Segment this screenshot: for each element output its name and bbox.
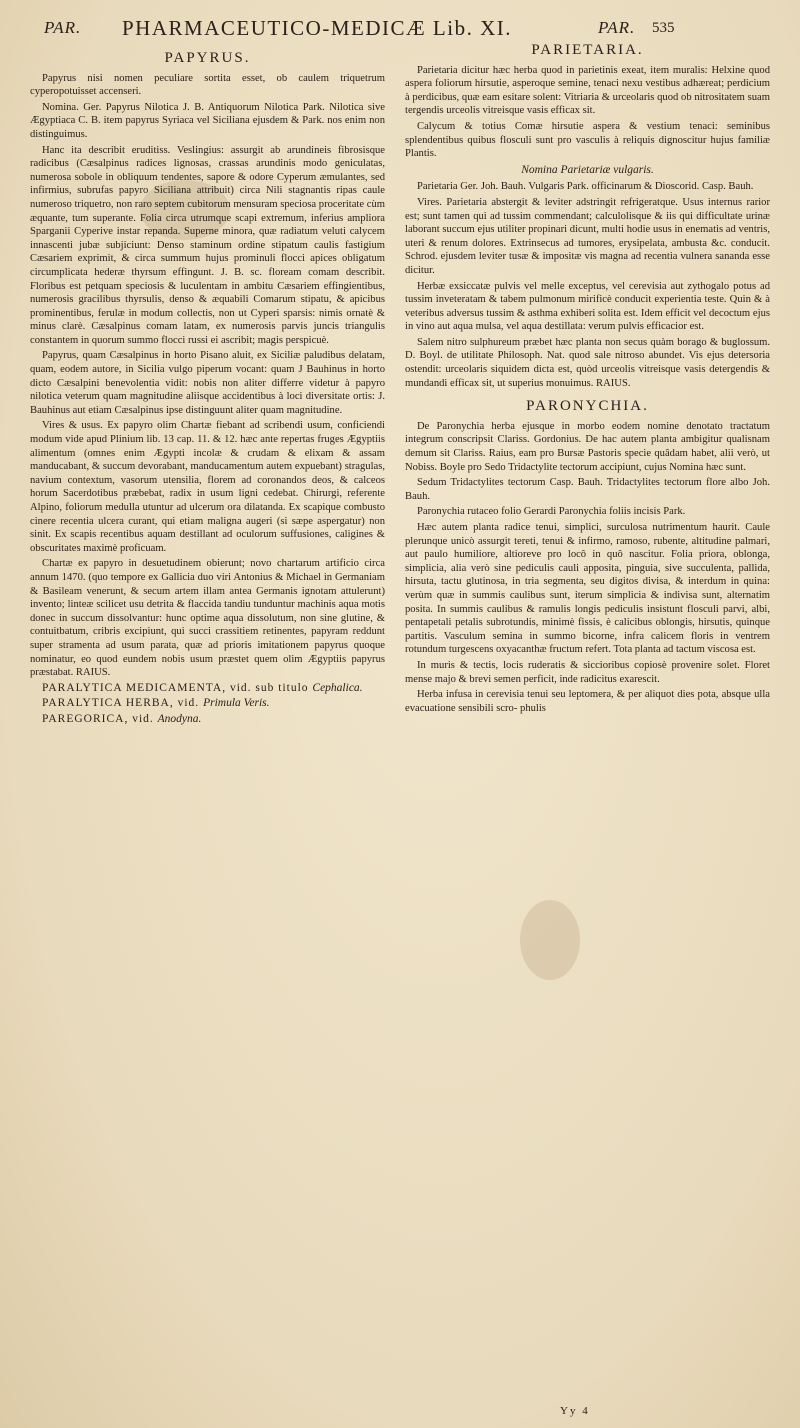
paragraph: Chartæ ex papyro in desuetudinem obierunt; novo chartarum artificio circa annum 1470. (quo tempore ex Gallicia duo viri Antonius & Michael in Germaniam & Basileam venerunt, & secum artem illam antea Germanis ignotam attulerunt) invento; linteæ scilicet usu detrita & flaccida tandiu tunduntur machinis aqua motis donec in succum dissolvantur: hunc optime aqua dissolutum, non sine glutine, & contuitbatum, cribris excipiunt, qui succi crassitiem retinentes, papyram reddunt super stramenta ad usum parata, quæ ad prioris imitationem papyrus quoque nominatur, eo quod eundem nobis usum præstet quem olim Ægyptiis papyrus præstabat. RAIUS. [30, 558, 385, 679]
header-left: PAR. [44, 18, 82, 37]
left-column [30, 50, 385, 729]
paragraph: Parietaria Ger. Joh. Bauh. Vulgaris Park. officinarum & Dioscorid. Casp. Bauh. [417, 181, 754, 193]
header-right: PAR. [598, 18, 636, 37]
signature-mark: Yy 4 [560, 1405, 590, 1417]
subheading-nomina: Nomina Parietariæ vulgaris. [521, 163, 654, 176]
paragraph: Salem nitro sulphureum præbet hæc planta non secus quàm borago & buglossum. D. Boyl. de utilitate Philosoph. Nat. quod sale nitroso abundet. Vis ejus detersoria ostendit: urceolaris siquidem dicta est, quòd urceolis vitreisque vasis detergendis & mundandi efficax sit, ut superius monuimus. RAIUS. [405, 336, 770, 389]
section-heading-paronychia: PARONYCHIA. [526, 398, 649, 415]
page-number: 535 [652, 20, 675, 36]
header-title: PHARMACEUTICO-MEDICÆ Lib. XI. [122, 16, 512, 40]
cross-reference: PARALYTICA MEDICAMENTA, vid. sub titulo Cephalica. [42, 681, 363, 694]
cross-reference: PARALYTICA HERBA, vid. Primula Veris. [42, 697, 270, 710]
paragraph: Papyrus nisi nomen peculiare sortita esset, ob caulem triquetrum cyperopotuisset accenseri. [30, 72, 385, 98]
paper-stain [520, 900, 580, 980]
cross-reference: PAREGORICA, vid. Anodyna. [42, 712, 202, 725]
paragraph: Nomina. Ger. Papyrus Nilotica J. B. Antiquorum Nilotica Park. Nilotica sive Ægyptiaca C. B. item papyrus Syriaca vel Siciliana ejusdem & Park. nos enim non distinguimus. [30, 101, 385, 140]
section-heading-papyrus: PAPYRUS. [164, 50, 251, 66]
section-heading-parietaria: PARIETARIA. [531, 42, 644, 58]
catchword: phulis [520, 702, 546, 714]
paragraph: De Paronychia herba ejusque in morbo eodem nomine denotato tractatum integrum conscripsit Clariss. Gordonius. De hac autem planta ambigitur qualisnam demum sit Clariss. Raius, eam pro Bursæ Pastoris specie quâdam habet, alii verò, ut Nobiss. Boyle pro Sedo Tridactylite tectorum accipiunt, cujus Nomina hæc sunt. [405, 420, 770, 473]
paragraph: Vires. Parietaria abstergit & leviter adstringit refrigeratque. Usus internus rarior est; sunt tamen qui ad tussim commendant; calculolisque & iis qui difficultate urinæ laborant succum ejus utiliter propinari dicunt, multi hodie usus in enematis ad ventris, uteri & renum dolores. Extrinsecus ad tumores, erysipelata, ambusta &c. conducit. Schrod. ejusdem leviter tusæ & impositæ vis magna ad recentia vulnera sananda esse dicitur. [405, 196, 770, 276]
paragraph: Herbæ exsiccatæ pulvis vel melle exceptus, vel cerevisia aut zythogalo potus ad tussim inveteratam & tabem pulmonum mirificè conducit experientia teste. Quin & à veteribus adversus tussim & asthma exhiberi solita est. Idem efficit vel decoctum ejus in vino aut aqua mulsa, vel aqua destillata: verum pulvis efficacior est. [405, 280, 770, 333]
paragraph: Hanc ita describit eruditiss. Veslingius: assurgit ab arundineis fibrosisque radicibus (Cæsalpinus radices lignosas, crassas arundinis modo geniculatas, numerosa sobole in obliquum tendentes, sapore & odore Cyperum æmulantes, sed infirmius, subrufas papyro Siciliana attribuit) circa Nili stagnantis ripas caule numeroso triquetro, non raro septem cubitorum mensuram speciosa proceritate cùm æquante, tum superante. Folia circa utrumque scapi extremum, inferius ampliora Sparganii Cyperive instar repanda. Superne minora, quæ radiatum veluti calycem innascenti jubæ subjiciunt: Denso staminum ordine stipatum caulis fastigium Cæsariem exprimit, & circa summum hujus prominuli flocci apices obligatum circumplicata hederæ thyrsum effingunt. J. B. sc. floream comam describit. Floribus est petquam speciosis & luculentam in ambitu Cæsariem effingientibus, numerosis gracilibus thyrsulis, denso & æquabili Comarum stipatu, & apicibus prominentibus, ferulæ in modum collectis, non ut Cyperi sparsis: nimis ornatè & minus clarè. Cæsalpinus comam latam, ex numerosis parvis juncis triangulis constantem in quorum summo flocci russi ei ascribit; magis perspicuè. [30, 144, 385, 346]
paragraph: Calycum & totius Comæ hirsutie aspera & vestium tenaci: seminibus splendentibus quibus flosculi sunt pro vasculis à reliquis dignoscitur hujus familiæ Plantis. [405, 120, 770, 160]
paragraph: In muris & tectis, locis ruderatis & siccioribus copiosè provenire solet. Floret mense majo & brevi semen perficit, inde radicitus exarescit. [405, 659, 770, 685]
right-column [405, 42, 770, 717]
paragraph: Papyrus, quam Cæsalpinus in horto Pisano aluit, ex Siciliæ paludibus delatam, quam, eodem autore, in Sicilia vulgo piperum vocant: quam J Bauhinus in horto dicto Cæsalpini benevolentia vidit: nobis non aliter differre videtur à papyro nilotica veterum quam magnitudine aliisque accidentibus à loci diversitate ortis: J. Bauhinus aut etiam Cæsalpinus ipse distinguunt aliter quam magnitudine. [30, 350, 385, 416]
paragraph: Paronychia rutaceo folio Gerardi Paronychia foliis incisis Park. [417, 506, 686, 518]
paragraph: Herba infusa in cerevisia tenui seu leptomera, & per aliquot dies pota, absque ulla evacuatione sensibili scro- phulis [405, 689, 770, 714]
paragraph: Hæc autem planta radice tenui, simplici, surculosa nutrimentum haurit. Caule plerunque unicò assurgit tereti, tenui & infirmo, ramoso, rubente, altitudine palmari, aut paulo humiliore, altioreve pro locô in quô nascitur. Folia priora, oblonga, simplicia, alia verò sine pediculis cauli apposita, pinguia, sive succulenta, pallida, hirsuta, tactu glutinosa, in tria segmenta, seu digitos divisa, & interdum in quina: verùm quæ in summis caulibus sunt, iterum simplicia & indivisa sunt, alternatim posita. In summis caulibus & ramulis longis pediculis insistunt flosculi parvi, albi, pentapetali petalis subrotundis, minimè fissis, è calicibus oblongis, hirsutis, quinque partitis. Vasculum semina in summo bicorne, infra calicem floris in ventrem rotundum turgescens oxyacanthæ fructum refert. Tota planta ad tactum viscosa est. [405, 522, 770, 656]
running-header [30, 12, 780, 42]
paragraph: Vires & usus. Ex papyro olim Chartæ fiebant ad scribendi usum, conficiendi modum vide apud Plinium lib. 13 cap. 11. & 12. hæc ante repertas fruges Ægyptiis alimentum (omnes enim Ægypti incolæ & crudam & elixam & assam manducabant, & succum devorabant, manducamentum autem expuebant) stragulas, navium contextum, vasorum utensilia, florem ad coronandos deos, & calceos horum Sacerdotibus præbebat, radix in usum ligni cedebat. Chirurgi, referente Alpino, foliorum medulla utuntur ad ulcerum ora dilatanda. Ex scapique combusto cinere recentia ulcera curant, qui etiam maligna augeri (si sæpe aspergatur) non sinit. Ex scapis recentibus aquam destillant ad oculorum suffusiones, caligines & obscuritates maximè proficuam. [30, 420, 385, 554]
paragraph: Sedum Tridactylites tectorum Casp. Bauh. Tridactylites tectorum flore albo Joh. Bauh. [405, 477, 770, 502]
paragraph: Parietaria dicitur hæc herba quod in parietinis exeat, item muralis: Helxine quod aspera foliorum hirsutie, asperoque semine, tenaci nexu vestibus adhæreat; perdicium à perdicibus, quæ eam esitare solent: Vitriaria & urceolaris quod ob nitrositatem suam tergendis urceolis vitreisque vasis efficax sit. [405, 64, 770, 117]
